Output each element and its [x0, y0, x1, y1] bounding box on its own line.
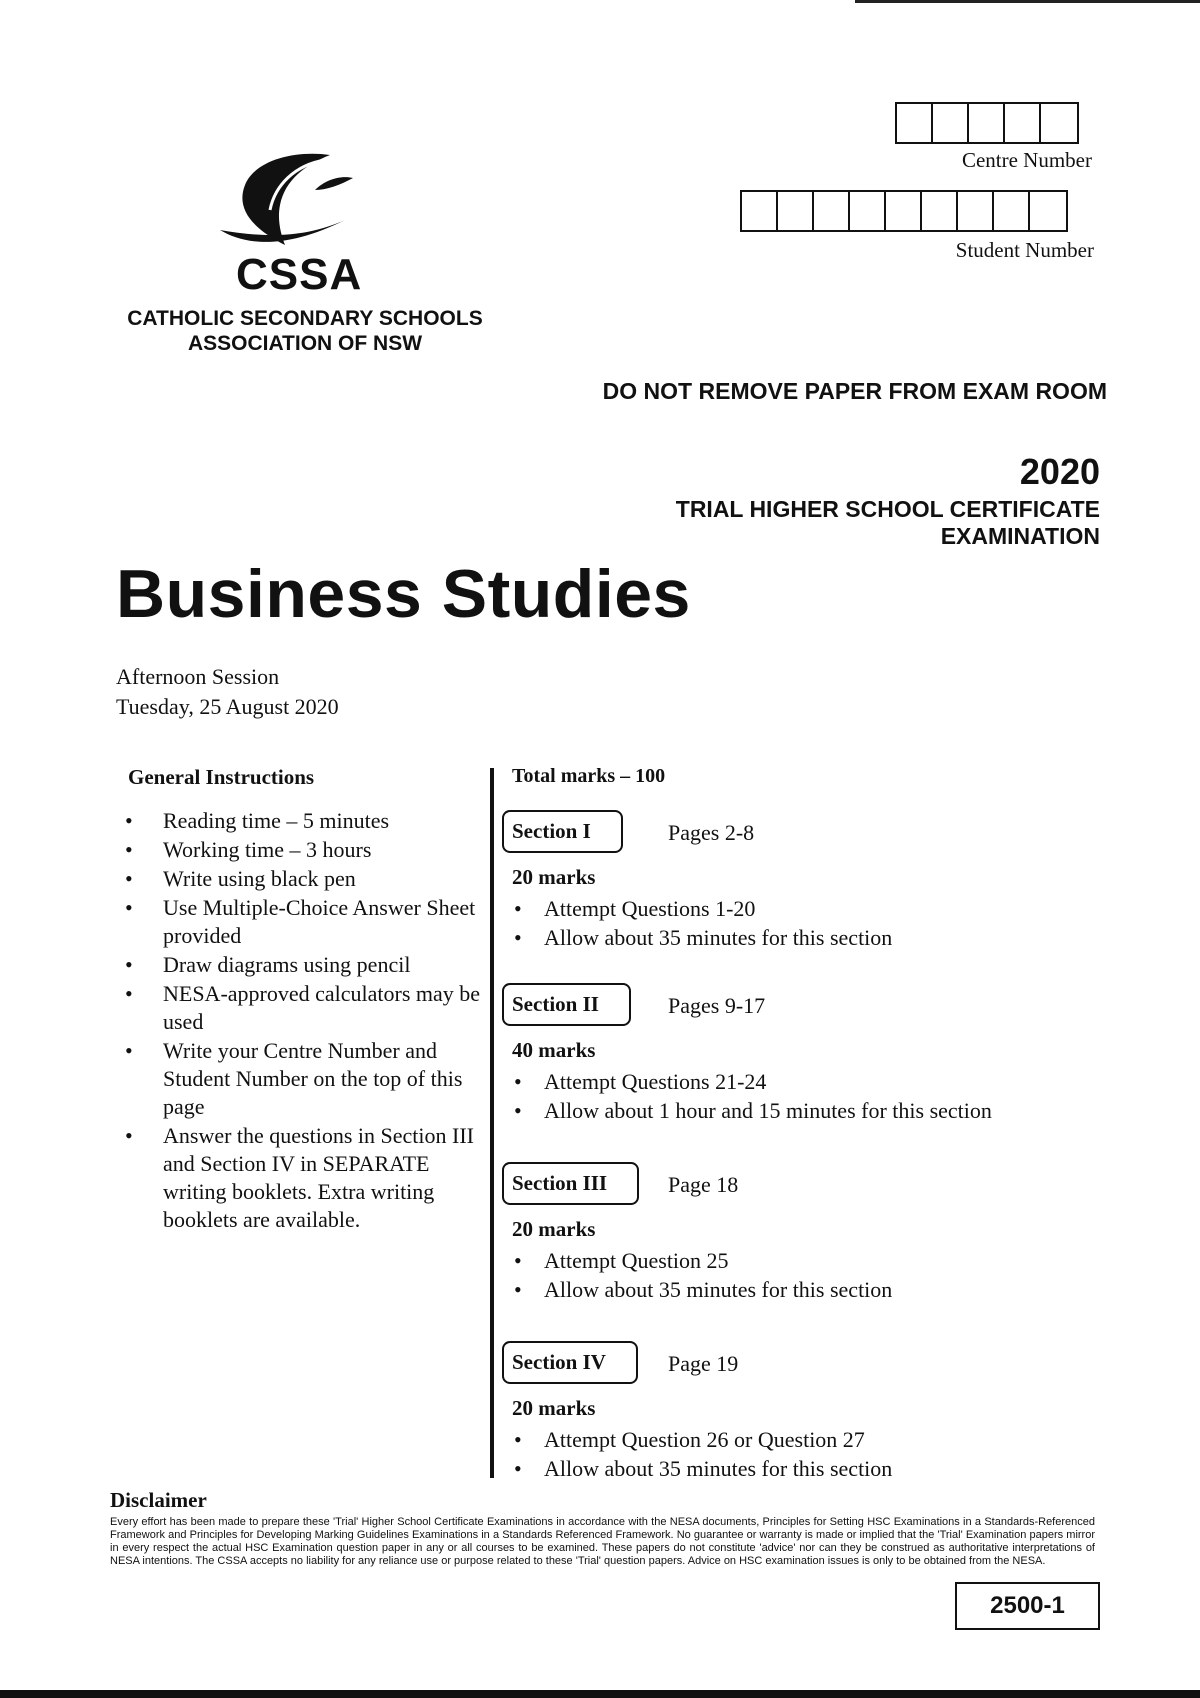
section-items — [514, 1425, 1102, 1483]
section-items — [514, 1067, 1102, 1125]
org-name-line2: ASSOCIATION OF NSW — [187, 332, 423, 355]
instruction-item: • NESA-approved calculators may be used — [125, 980, 485, 1036]
exam-title-line2: EXAMINATION — [940, 523, 1100, 549]
digit-box[interactable] — [778, 192, 814, 230]
digit-box[interactable] — [958, 192, 994, 230]
total-marks: Total marks – 100 — [512, 765, 666, 787]
instruction-item: • Working time – 3 hours — [125, 836, 485, 864]
instruction-item: • Write your Centre Number and Student Number on the top of this page — [125, 1037, 485, 1121]
column-divider — [490, 768, 494, 1478]
general-instructions-heading: General Instructions — [128, 765, 315, 789]
section-marks: 20 marks — [512, 865, 596, 889]
digit-box[interactable] — [814, 192, 850, 230]
instruction-item: • Reading time – 5 minutes — [125, 807, 485, 835]
instruction-item: • Write using black pen — [125, 865, 485, 893]
do-not-remove-notice: DO NOT REMOVE PAPER FROM EXAM ROOM — [602, 378, 1107, 404]
digit-box[interactable] — [922, 192, 958, 230]
scan-top-edge — [855, 0, 1200, 3]
section-3 — [502, 1162, 1102, 1304]
section-item: • Allow about 35 minutes for this section — [514, 923, 1102, 952]
digit-box[interactable] — [850, 192, 886, 230]
section-pages: Page 19 — [668, 1351, 739, 1376]
exam-date: Tuesday, 25 August 2020 — [116, 694, 339, 719]
section-title-box: Section III — [502, 1162, 639, 1205]
section-item: • Attempt Question 25 — [514, 1246, 1102, 1275]
cssa-leaf-logo-icon — [215, 150, 355, 250]
digit-box[interactable] — [994, 192, 1030, 230]
digit-box[interactable] — [933, 104, 969, 142]
digit-box[interactable] — [1030, 192, 1066, 230]
session-info — [116, 662, 339, 722]
section-marks: 20 marks — [512, 1217, 596, 1241]
paper-code: 2500-1 — [955, 1582, 1100, 1630]
section-title-box: Section I — [502, 810, 623, 853]
section-items — [514, 894, 1102, 952]
instruction-item: • Draw diagrams using pencil — [125, 951, 485, 979]
disclaimer-text: Every effort has been made to prepare these 'Trial' Higher School Certificate Examinations in accordance with the NESA documents, Principles for Setting HSC Examinations in a Standards-Referenced Framework and Principles for Developing Marking Guidelines Examinations in a Standards Referenced Framework. No guarantee or warranty is made or implied that the 'Trial' Examination papers mirror in every respect the actual HSC Examination question paper in any or all courses to be examined. These papers do not constitute 'advice' nor can they be construed as authoritative interpretations of NESA intentions. The CSSA accepts no liability for any reliance use or purpose related to these 'Trial' question papers. Advice on HSC examination issues is only to be obtained from the NESA. — [110, 1516, 1095, 1567]
scan-bottom-edge — [0, 1690, 1200, 1698]
section-title-box: Section II — [502, 983, 631, 1026]
section-items — [514, 1246, 1102, 1304]
centre-number-label: Centre Number — [961, 148, 1092, 172]
section-item: • Allow about 1 hour and 15 minutes for this section — [514, 1096, 1102, 1125]
section-item: • Attempt Questions 21-24 — [514, 1067, 1102, 1096]
centre-number-boxes[interactable] — [895, 102, 1079, 144]
section-item: • Allow about 35 minutes for this section — [514, 1454, 1102, 1483]
org-name-line1: CATHOLIC SECONDARY SCHOOLS — [127, 307, 483, 330]
section-pages: Pages 9-17 — [668, 993, 766, 1018]
section-marks: 40 marks — [512, 1038, 596, 1062]
digit-box[interactable] — [742, 192, 778, 230]
cssa-wordmark: CSSA — [236, 250, 363, 299]
instruction-item: • Use Multiple-Choice Answer Sheet provided — [125, 894, 485, 950]
digit-box[interactable] — [897, 104, 933, 142]
section-title-box: Section IV — [502, 1341, 638, 1384]
section-1 — [502, 810, 1102, 952]
section-pages: Page 18 — [668, 1172, 739, 1197]
general-instructions-list — [125, 807, 485, 1235]
subject-title: Business Studies — [116, 556, 691, 632]
student-number-boxes[interactable] — [740, 190, 1068, 232]
section-item: • Allow about 35 minutes for this section — [514, 1275, 1102, 1304]
section-2 — [502, 983, 1102, 1125]
section-marks: 20 marks — [512, 1396, 596, 1420]
digit-box[interactable] — [886, 192, 922, 230]
session-name: Afternoon Session — [116, 664, 280, 689]
section-item: • Attempt Questions 1-20 — [514, 894, 1102, 923]
exam-year: 2020 — [1019, 451, 1100, 492]
digit-box[interactable] — [1005, 104, 1041, 142]
digit-box[interactable] — [969, 104, 1005, 142]
organisation-name — [105, 306, 505, 356]
section-item: • Attempt Question 26 or Question 27 — [514, 1425, 1102, 1454]
exam-title-line1: TRIAL HIGHER SCHOOL CERTIFICATE — [675, 496, 1100, 522]
section-pages: Pages 2-8 — [668, 820, 755, 845]
disclaimer-heading: Disclaimer — [110, 1488, 207, 1512]
student-number-label: Student Number — [955, 238, 1094, 262]
instruction-item: • Answer the questions in Section III and Section IV in SEPARATE writing booklets. Extra writing booklets are available. — [125, 1122, 485, 1234]
section-4 — [502, 1341, 1102, 1483]
digit-box[interactable] — [1041, 104, 1077, 142]
